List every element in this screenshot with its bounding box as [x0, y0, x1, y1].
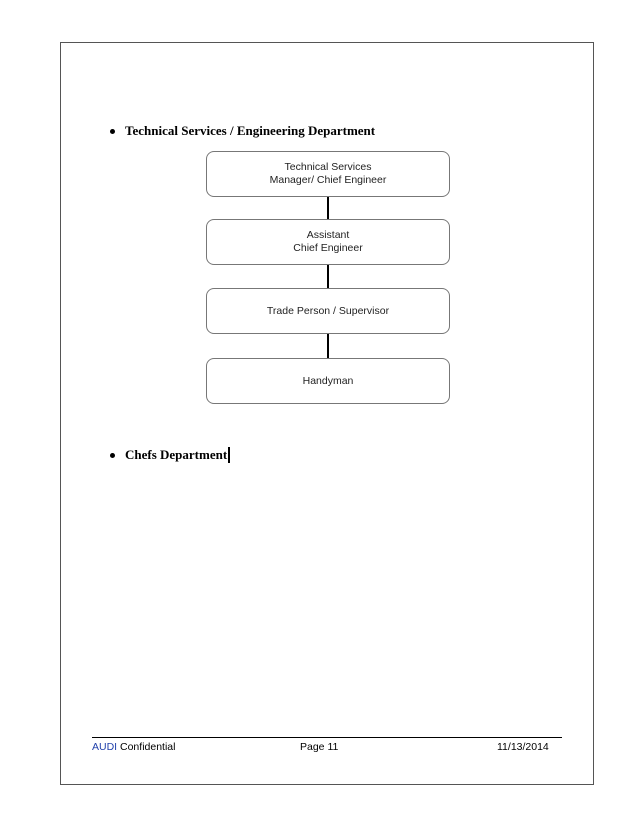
- org-box-line: Technical Services: [284, 161, 372, 173]
- org-box-line: Chief Engineer: [293, 242, 363, 254]
- org-box-line: Trade Person / Supervisor: [266, 304, 390, 317]
- org-box-manager-chief-engineer: [206, 151, 450, 197]
- bullet-icon: [110, 129, 115, 134]
- org-box-assistant-chief-engineer: [206, 219, 450, 265]
- footer-brand: AUDI: [92, 741, 118, 753]
- footer-rule: [92, 737, 562, 738]
- footer-date: 11/13/2014: [497, 741, 549, 753]
- org-connector: [327, 197, 329, 219]
- org-connector: [327, 265, 329, 288]
- footer-confidential-label: Confidential: [117, 741, 176, 753]
- org-box-trade-person-supervisor: [206, 288, 450, 334]
- org-box-line: Assistant: [306, 229, 350, 241]
- org-box-line: Manager/ Chief Engineer: [269, 174, 387, 186]
- org-connector: [327, 334, 329, 358]
- section-heading-chefs: Chefs Department: [125, 447, 228, 462]
- bullet-chefs-department: [110, 447, 230, 463]
- text-cursor: [228, 447, 230, 463]
- bullet-technical-services: [110, 123, 375, 139]
- bullet-icon: [110, 453, 115, 458]
- section-heading-technical: Technical Services / Engineering Department: [125, 123, 376, 138]
- footer-page-number: Page 11: [300, 741, 339, 753]
- footer-confidential: [92, 741, 175, 753]
- org-box-handyman: [206, 358, 450, 404]
- org-box-line: Handyman: [302, 374, 354, 387]
